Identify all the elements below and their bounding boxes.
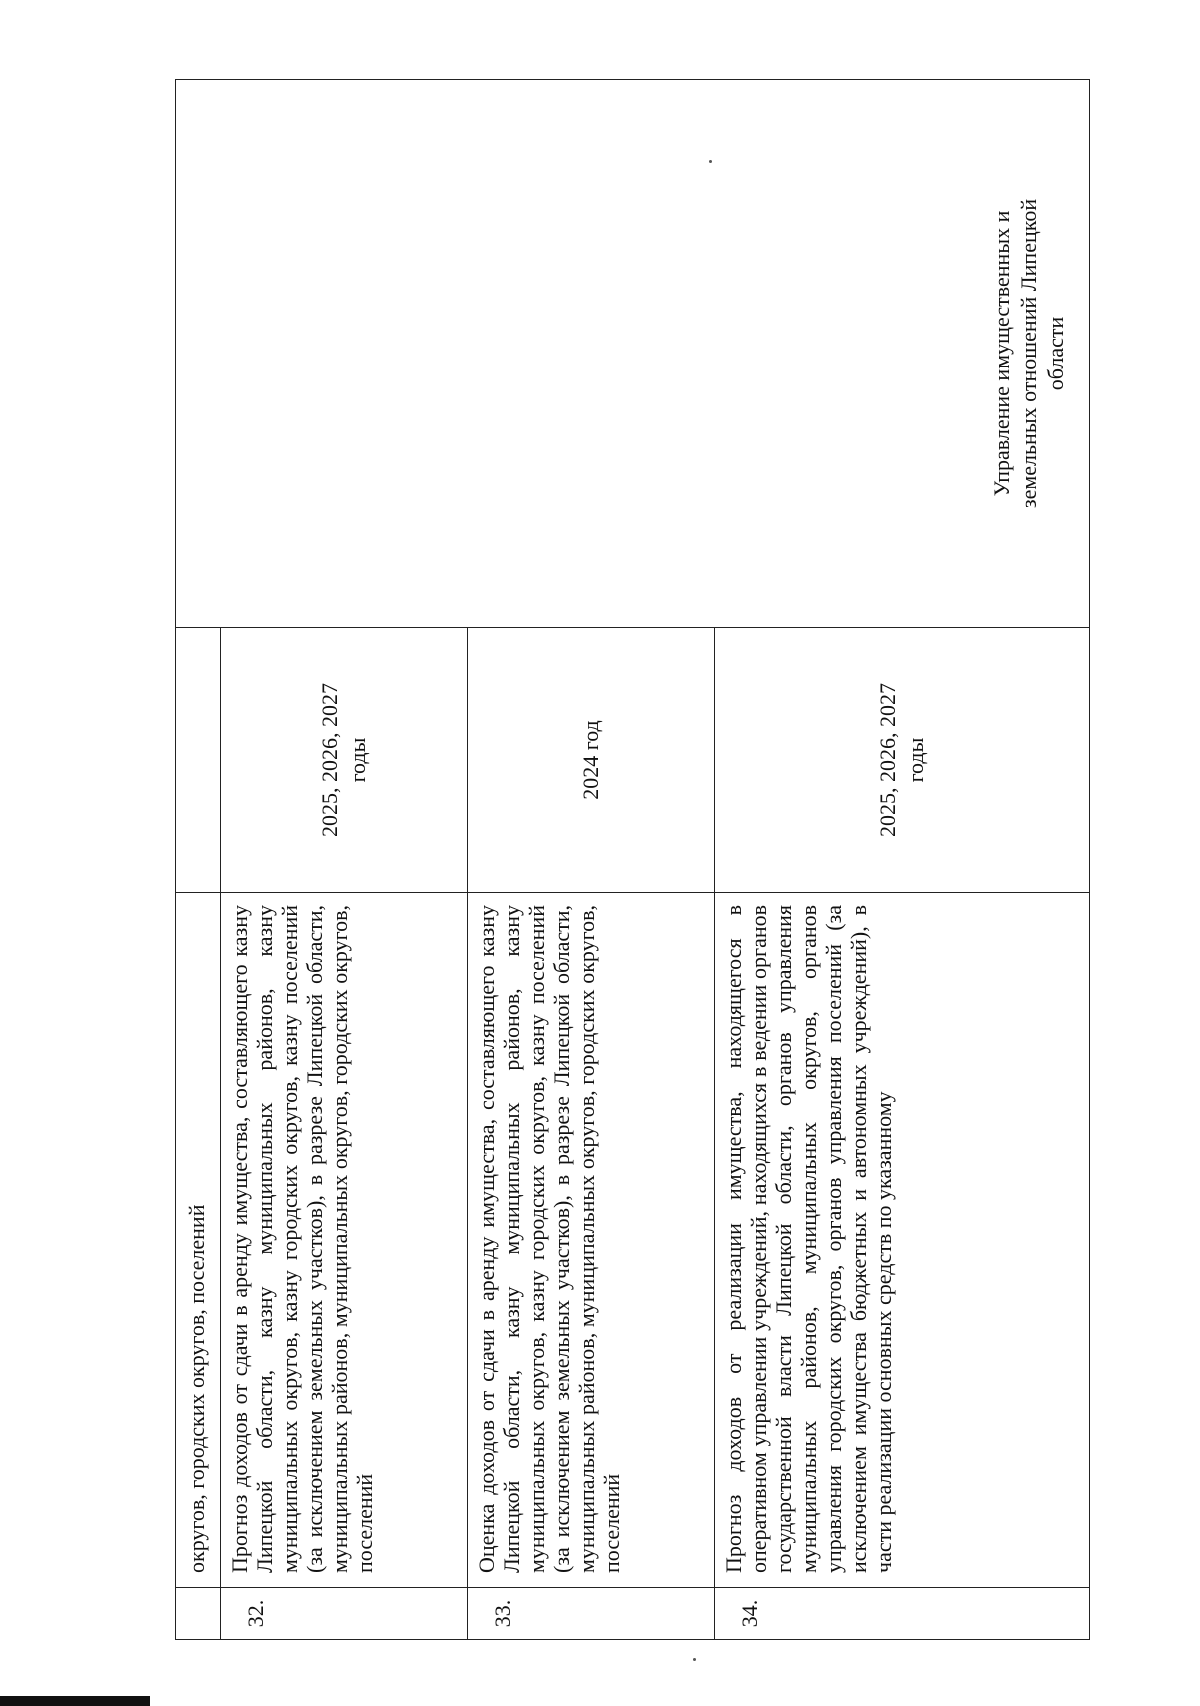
description-cell (468, 893, 715, 1588)
row-number: 33. (490, 1599, 515, 1628)
row-number: 34. (737, 1599, 762, 1628)
period-line-2: годы (903, 737, 928, 783)
responsible-cell (176, 80, 1090, 628)
row-number-cell (221, 1588, 468, 1640)
period-cell (221, 628, 468, 893)
description-cell (221, 893, 468, 1588)
period-cell-empty (176, 628, 221, 893)
continuation-text: округов, городских округов, поселений (184, 1204, 209, 1573)
description-cell (715, 893, 1090, 1588)
period-line-1: 2025, 2026, 2027 (317, 683, 342, 837)
number-cell-empty (176, 1588, 221, 1640)
row-number-cell (468, 1588, 715, 1640)
period-cell (468, 628, 715, 893)
responsible-line-3: области (1043, 316, 1068, 391)
document-table (175, 79, 1090, 1640)
scan-speck (693, 1658, 696, 1661)
continuation-cell (176, 893, 221, 1588)
period-cell (715, 628, 1090, 893)
period-line-1: 2024 год (578, 720, 603, 800)
responsible-line-1: Управление имущественных и (989, 210, 1014, 497)
row-description: Прогноз доходов от реализации имущества, находящегося в оперативном управлении учреждений, находящихся в ведении органов государственной власти Липецкой области, органов управления муниципальных районов, муниципальных округов, органов управления городских округов, органов управления поселений (за исключением имущества бюджетных и автономных учреждений), в части реализации основных средств по указанному (721, 905, 896, 1573)
table-row-continuation (176, 80, 221, 1640)
row-description: Прогноз доходов от сдачи в аренду имущества, составляющего казну Липецкой области, казну муниципальных районов, казну муниципальных округов, казну городских округов, казну поселений (за исключением земельных участков), в разрезе Липецкой области, муниципальных районов, муниципальных округов, городских округов, поселений (227, 905, 377, 1573)
period-line-1: 2025, 2026, 2027 (875, 683, 900, 837)
period-line-2: годы (345, 737, 370, 783)
row-number-cell (715, 1588, 1090, 1640)
row-number: 32. (243, 1599, 268, 1628)
scan-edge-mark (0, 1696, 150, 1706)
row-description: Оценка доходов от сдачи в аренду имущества, составляющего казну Липецкой области, казну муниципальных районов, казну муниципальных округов, казну городских округов, казну поселений (за исключением земельных участков), в разрезе Липецкой области, муниципальных районов, муниципальных округов, городских округов, поселений (474, 905, 624, 1573)
responsible-line-2: земельных отношений Липецкой (1016, 198, 1041, 509)
scan-speck (709, 160, 712, 163)
rotated-page (175, 80, 1085, 1640)
